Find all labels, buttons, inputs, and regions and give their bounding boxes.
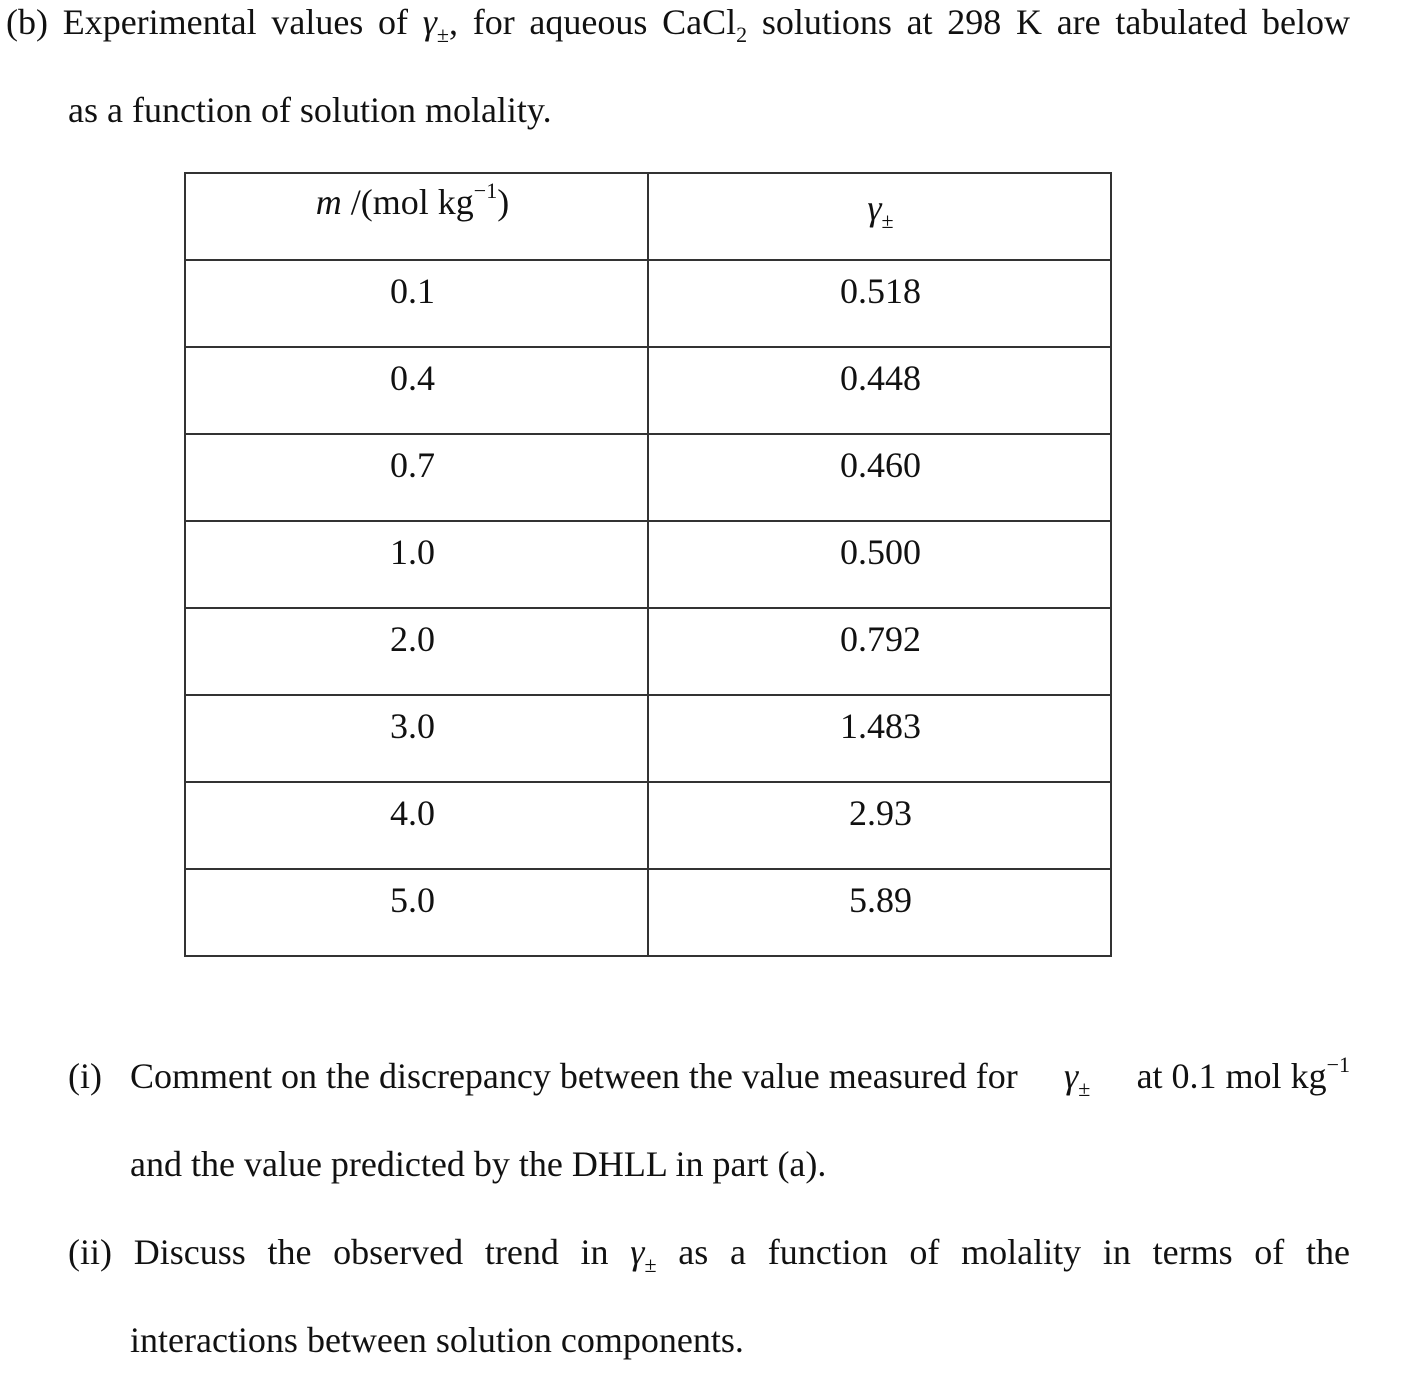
- header-gamma: $\gamma_\pm$: [648, 173, 1111, 260]
- header-molality: m /(mol $kg^{-1}$): [185, 173, 648, 260]
- intro-line-2: as a function of solution molality.: [68, 90, 552, 130]
- question-ii-line-2: interactions between solution components.: [130, 1320, 744, 1360]
- cell-gamma: 0.448: [648, 347, 1111, 434]
- cell-gamma: 5.89: [648, 869, 1111, 956]
- table-row: [185, 434, 1111, 521]
- gamma-symbol: $\gamma_\pm$: [422, 2, 449, 47]
- question-i-text-a: Comment on the discrepancy between the value measured for: [130, 1056, 1018, 1096]
- question-i-gamma: $\gamma_\pm$: [1064, 1056, 1091, 1101]
- cell-molality: 2.0: [185, 608, 648, 695]
- question-ii-text-a: Discuss the observed trend in: [133, 1232, 609, 1272]
- table-row: [185, 260, 1111, 347]
- question-ii-label: (ii): [68, 1232, 112, 1272]
- intro-text-b: , for aqueous CaCl$_2$: [449, 2, 748, 47]
- cell-molality: 0.1: [185, 260, 648, 347]
- question-ii-gamma: $\gamma_\pm$: [630, 1232, 657, 1277]
- intro-text-a: Experimental values of: [62, 2, 409, 42]
- cell-molality: 3.0: [185, 695, 648, 782]
- cell-gamma: 0.518: [648, 260, 1111, 347]
- cell-gamma: 1.483: [648, 695, 1111, 782]
- question-i-line-1: [68, 1054, 1350, 1103]
- cell-gamma: 0.500: [648, 521, 1111, 608]
- cell-gamma: 0.792: [648, 608, 1111, 695]
- table-row: [185, 695, 1111, 782]
- cell-gamma: 0.460: [648, 434, 1111, 521]
- part-label-b: (b): [6, 2, 48, 42]
- cell-molality: 4.0: [185, 782, 648, 869]
- question-i-text-b: at 0.1 mol $kg^{-1}$: [1136, 1052, 1350, 1096]
- question-i-label: (i): [68, 1056, 102, 1096]
- table-row: [185, 347, 1111, 434]
- cell-molality: 5.0: [185, 869, 648, 956]
- table-row: [185, 782, 1111, 869]
- question-i-line-2: and the value predicted by the DHLL in part (a).: [130, 1144, 827, 1184]
- cell-molality: 0.7: [185, 434, 648, 521]
- table-row: [185, 608, 1111, 695]
- intro-text-c: solutions at 298 K are tabulated below: [761, 2, 1350, 42]
- question-ii-line-1: [68, 1230, 1350, 1279]
- table-row: [185, 521, 1111, 608]
- table-row: [185, 869, 1111, 956]
- cell-molality: 1.0: [185, 521, 648, 608]
- molality-gamma-table: [184, 172, 1112, 957]
- question-ii-text-b: as a function of molality in terms of the: [678, 1232, 1351, 1272]
- intro-line-1: [6, 0, 1350, 49]
- cell-molality: 0.4: [185, 347, 648, 434]
- table-header-row: [185, 173, 1111, 260]
- cell-gamma: 2.93: [648, 782, 1111, 869]
